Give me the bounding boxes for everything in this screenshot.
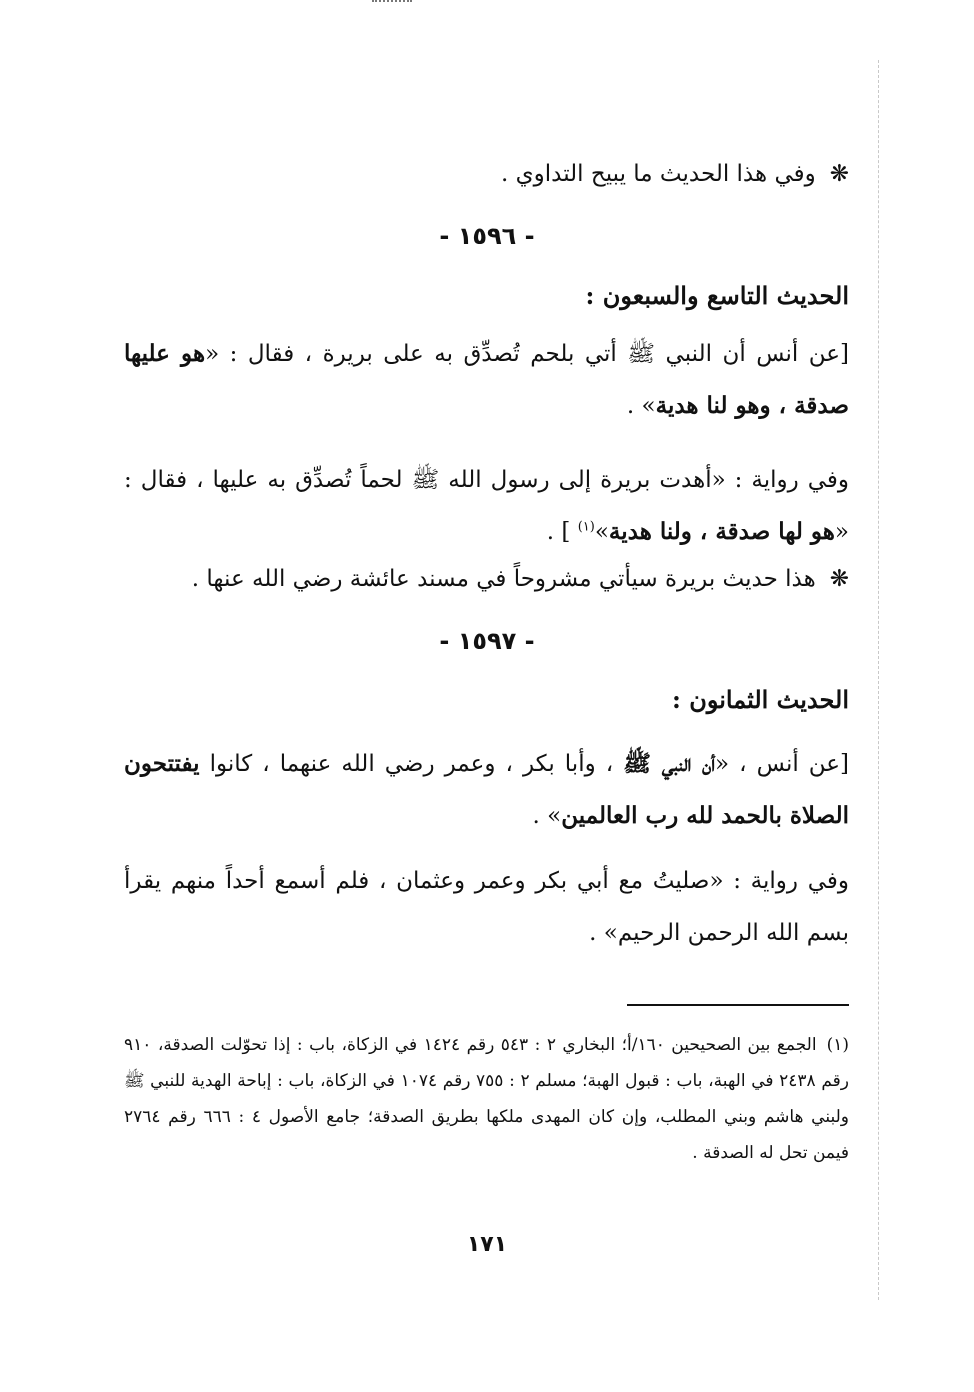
hadith-1596-text-part: [عن أنس أن النبي ﷺ أتي بلحم تُصدِّق به على بريرة ، فقال : «: [205, 341, 850, 367]
hadith-number-1597: - ١٥٩٧ -: [439, 627, 535, 655]
hadith-1596-riwaya: [124, 454, 849, 558]
hadith-1596-note: [124, 559, 849, 599]
hadith-1597-text-part: [عن أنس ، «: [715, 751, 850, 777]
hadith-1596-text-end: » .: [626, 393, 656, 419]
footnote-text: الجمع بين الصحيحين ١٦٠/أ؛ البخاري ٢ : ٥٤٣ رقم ١٤٢٤ في الزكاة، باب : إذا تحوّلت الصدقة، ٩١٠ رقم ٢٤٣٨ في الهبة، باب : قبول الهبة؛ مسلم ٢ : ٧٥٥ رقم ١٠٧٤ في الزكاة، باب : إباحة الهدية للنبي ﷺ ولبني هاشم وبني المطلب، وإن كان المهدى ملكها بطريق الصدقة؛ جامع الأصول ٤ : ٦٦٦ رقم ٢٧٦٤ فيمن تحل له الصدقة .: [124, 1035, 849, 1163]
footnote-marker: (١): [826, 1035, 849, 1055]
hadith-1596-matn: هو عليها صدقة ، وهو لنا هدية: [124, 340, 849, 419]
star-icon: ❋: [829, 566, 849, 592]
hadith-1597-text: [124, 738, 849, 842]
hadith-1597-text-mid: ، وأبا بكر ، وعمر رضي الله عنهما ، كانوا: [199, 751, 624, 777]
footnote-reference: (١): [577, 519, 595, 535]
hadith-1596-heading: الحديث التاسع والسبعون :: [585, 281, 849, 310]
hadith-1597-heading: الحديث الثمانون :: [672, 685, 849, 714]
hadith-number-1596: - ١٥٩٦ -: [439, 222, 535, 250]
intro-note: [124, 154, 849, 194]
intro-note-text: وفي هذا الحديث ما يبيح التداوي .: [501, 161, 816, 187]
hadith-1596-note-text: هذا حديث بريرة سيأتي مشروحاً في مسند عائشة رضي الله عنها .: [191, 566, 816, 592]
top-edge-mark: [372, 0, 412, 8]
hadith-1597-bold-a: أن النبي ﷺ: [623, 750, 716, 777]
hadith-1596-riwaya-close: »: [594, 519, 609, 545]
page-number: ١٧١: [466, 1232, 508, 1257]
hadith-1596-riwaya-matn: هو لها صدقة ، ولنا هدية: [608, 518, 835, 545]
hadith-1597-text-end: » .: [532, 803, 562, 829]
hadith-1597-bold-b: يفتتحون الصلاة بالحمد لله رب العالمين: [124, 750, 849, 829]
hadith-1596-riwaya-part: وفي رواية : «أهدت بريرة إلى رسول الله ﷺ لحماً تُصدِّق به عليها ، فقال : «: [124, 467, 849, 545]
hadith-1597-riwaya: وفي رواية : «صليتُ مع أبي بكر وعمر وعثمان ، فلم أسمع أحداً منهم يقرأ بسم الله الرحمن الرحيم» .: [124, 868, 849, 946]
hadith-1596-text: [124, 328, 849, 432]
hadith-1596-riwaya-end: ] .: [546, 519, 578, 545]
footnote: [124, 1027, 849, 1171]
star-icon: ❋: [829, 161, 849, 187]
footnote-separator: [627, 1004, 849, 1006]
